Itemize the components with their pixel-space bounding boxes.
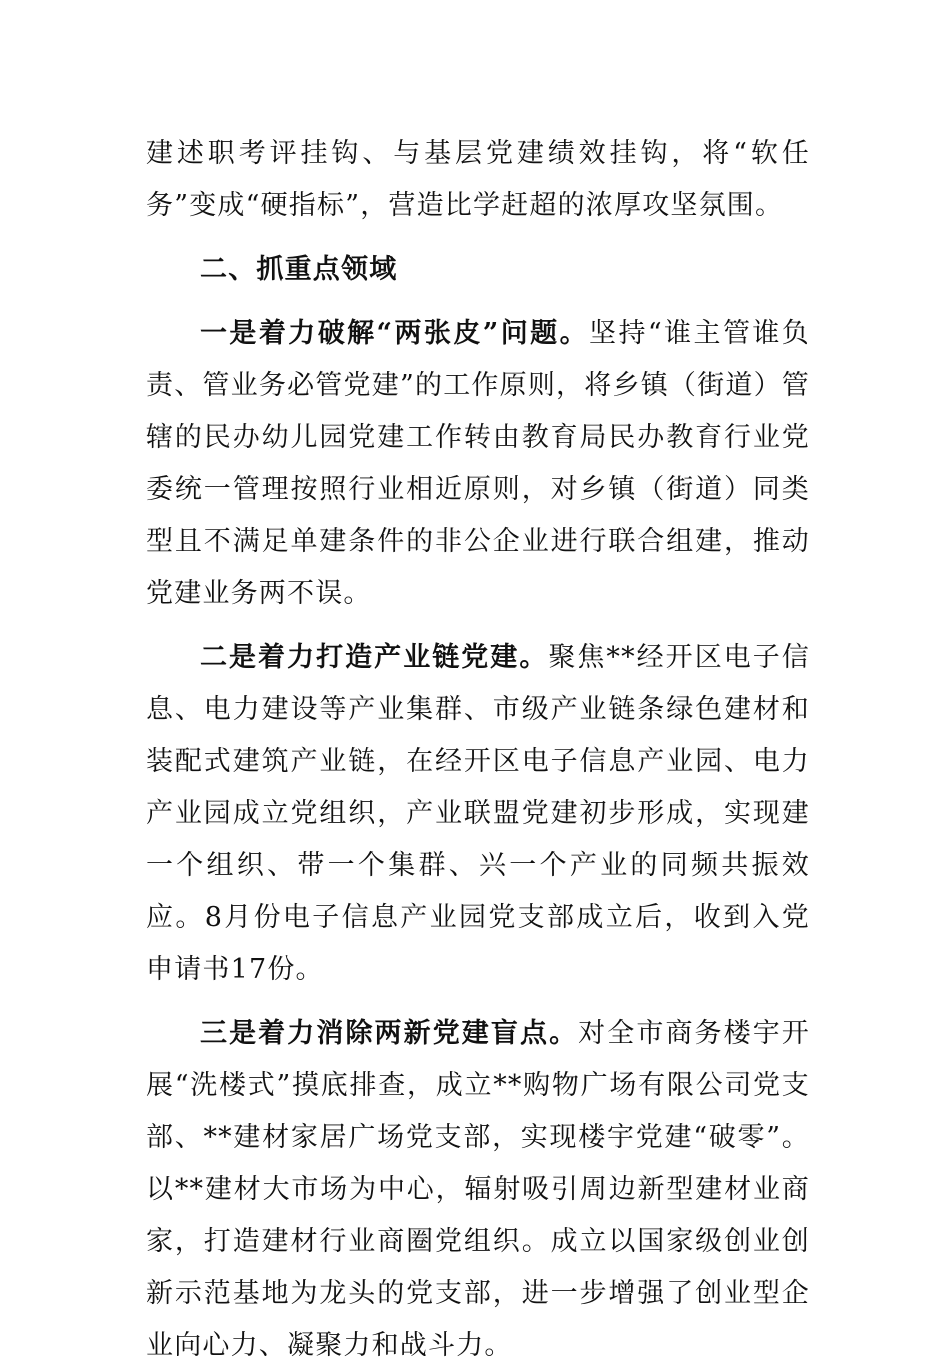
paragraph-item-1 <box>146 308 810 620</box>
paragraph-text: 建述职考评挂钩、与基层党建绩效挂钩，将“软任务”变成“硬指标”，营造比学赶超的浓厚攻坚氛围。 <box>146 138 810 221</box>
paragraph-body: 聚焦**经开区电子信息、电力建设等产业集群、市级产业链条绿色建材和装配式建筑产业链，在经开区电子信息产业园、电力产业园成立党组织，产业联盟党建初步形成，实现建一个组织、带一个集群、兴一个产业的同频共振效应。8月份电子信息产业园党支部成立后，收到入党申请书17份。 <box>146 642 810 985</box>
paragraph-lead: 一是着力破解“两张皮”问题。 <box>200 318 590 349</box>
paragraph-continuation <box>146 128 810 232</box>
paragraph-lead: 二是着力打造产业链党建。 <box>200 642 549 673</box>
paragraph-body: 对全市商务楼宇开展“洗楼式”摸底排查，成立**购物广场有限公司党支部、**建材家居广场党支部，实现楼宇党建“破零”。以**建材大市场为中心，辐射吸引周边新型建材业商家，打造建材行业商圈党组织。成立以国家级创业创新示范基地为龙头的党支部，进一步增强了创业型企业向心力、凝聚力和战斗力。 <box>146 1018 810 1361</box>
paragraph-item-3 <box>146 1008 810 1372</box>
paragraph-lead: 三是着力消除两新党建盲点。 <box>200 1018 579 1049</box>
paragraph-item-2 <box>146 632 810 996</box>
paragraph-body: 坚持“谁主管谁负责、管业务必管党建”的工作原则，将乡镇（街道）管辖的民办幼儿园党建工作转由教育局民办教育行业党委统一管理按照行业相近原则，对乡镇（街道）同类型且不满足单建条件的非公企业进行联合组建，推动党建业务两不误。 <box>146 318 810 609</box>
section-heading: 二、抓重点领域 <box>200 254 398 285</box>
document-body <box>146 128 810 1372</box>
